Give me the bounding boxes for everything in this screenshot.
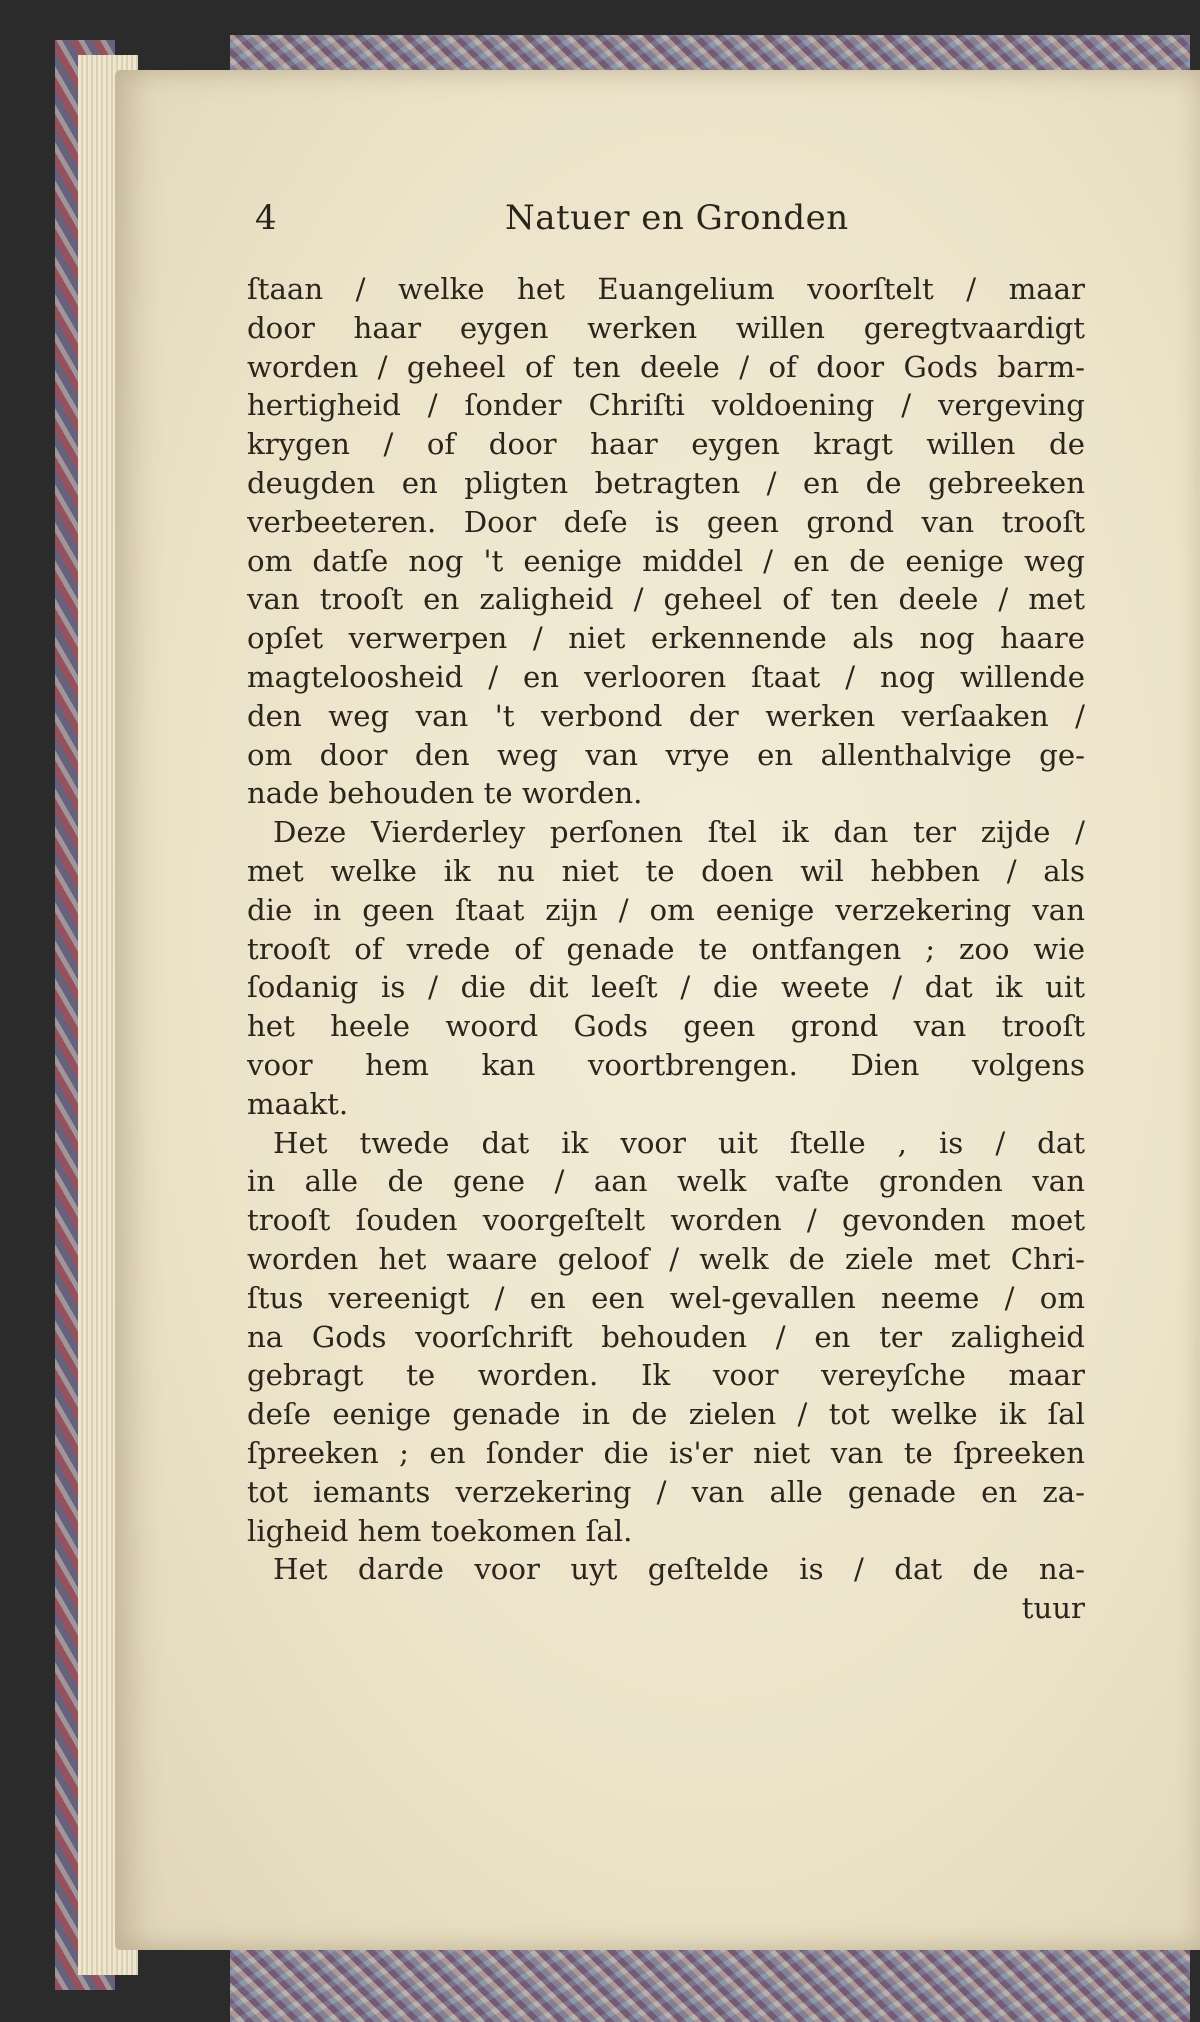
text-line: Het darde voor uyt geſtelde is / dat de na- (273, 1552, 1085, 1587)
text-line: ſpreeken ; en ſonder die is'er niet van te ſpreeken (247, 1435, 1085, 1470)
catchword: tuur (1021, 1591, 1085, 1626)
text-line: ſtaan / welke het Euangelium voorſtelt / maar (247, 272, 1085, 306)
page-number: 4 (255, 198, 277, 238)
text-line: maakt. (247, 1086, 349, 1121)
text-line: ligheid hem toekomen ſal. (247, 1513, 633, 1548)
text-line: nade behouden te worden. (247, 776, 643, 811)
body-text (247, 270, 1085, 1628)
text-line: Het twede dat ik voor uit ſtelle , is / dat (273, 1125, 1085, 1160)
text-line: deſe eenige genade in de zielen / tot welke ik ſal (247, 1397, 1085, 1432)
text-line: die in geen ſtaat zijn / om eenige verzekering van (247, 892, 1085, 927)
text-line: na Gods voorſchrift behouden / en ter zaligheid (247, 1319, 1085, 1354)
text-line: door haar eygen werken willen geregtvaardigt (247, 310, 1085, 345)
text-line: worden / geheel of ten deele / of door Gods barm- (247, 349, 1085, 384)
text-line: verbeeteren. Door deſe is geen grond van trooſt (247, 504, 1085, 539)
text-line: ſtus vereenigt / en een wel-gevallen neeme / om (247, 1280, 1085, 1315)
marbled-cover-bottom (230, 1947, 1190, 2022)
text-line: in alle de gene / aan welk vaſte gronden van (247, 1164, 1085, 1199)
text-line: Deze Vierderley perſonen ſtel ik dan ter zijde / (273, 815, 1085, 850)
text-line: om door den weg van vrye en allenthalvige ge- (247, 737, 1085, 772)
text-line: gebragt te worden. Ik voor vereyſche maar (247, 1358, 1085, 1393)
text-line: met welke ik nu niet te doen wil hebben / als (247, 853, 1085, 888)
text-line: tot iemants verzekering / van alle genade en za- (247, 1474, 1085, 1509)
text-line: opſet verwerpen / niet erkennende als nog haare (247, 621, 1085, 656)
text-line: ſodanig is / die dit leeſt / die weete / dat ik uit (247, 970, 1085, 1005)
text-line: trooſt of vrede of genade te ontfangen ; zoo wie (247, 931, 1085, 966)
text-line: magteloosheid / en verlooren ſtaat / nog willende (247, 659, 1085, 694)
page-header (255, 198, 1125, 248)
text-line: voor hem kan voortbrengen. Dien volgens (247, 1047, 1085, 1082)
text-line: krygen / of door haar eygen kragt willen de (247, 427, 1085, 462)
text-line: hertigheid / ſonder Chriſti voldoening / vergeving (247, 388, 1085, 423)
text-line: deugden en pligten betragten / en de gebreeken (247, 465, 1085, 500)
text-line: het heele woord Gods geen grond van trooſt (247, 1009, 1085, 1044)
text-line: van trooſt en zaligheid / geheel of ten deele / met (247, 582, 1085, 617)
text-line: trooſt ſouden voorgeſtelt worden / gevonden moet (247, 1203, 1085, 1238)
text-line: om datſe nog 't eenige middel / en de eenige weg (247, 543, 1085, 578)
running-title: Natuer en Gronden (505, 198, 849, 238)
text-line: den weg van 't verbond der werken verſaaken / (247, 698, 1085, 733)
text-line: worden het waare geloof / welk de ziele met Chri- (247, 1241, 1085, 1276)
